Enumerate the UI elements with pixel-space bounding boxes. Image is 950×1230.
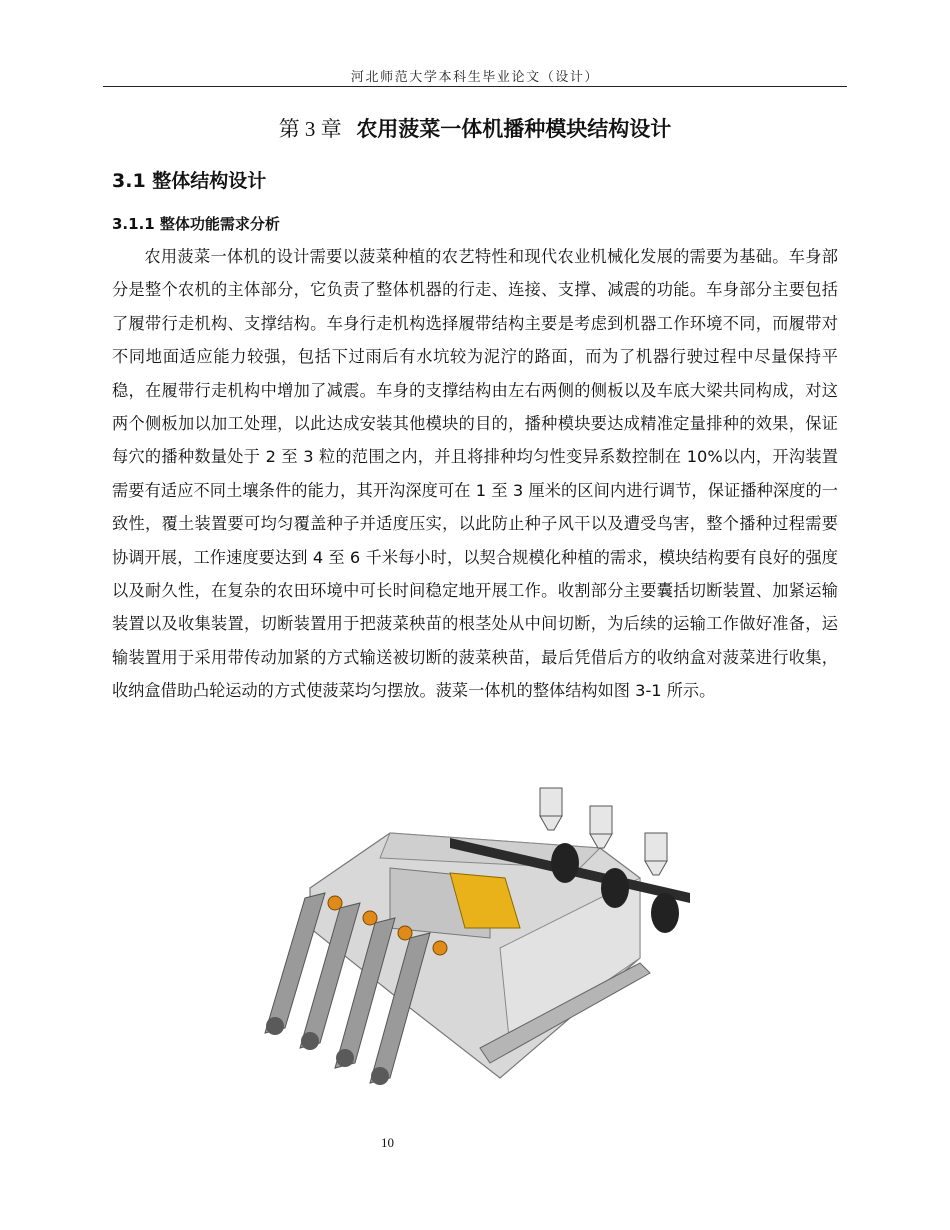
chapter-number: 第 3 章 [278,117,342,141]
chapter-title [0,113,950,143]
machine-figure [240,778,710,1118]
header-rule [103,86,847,87]
section-heading: 3.1 整体结构设计 [112,170,267,192]
page-number: 10 [381,1135,394,1150]
subsection-heading: 3.1.1 整体功能需求分析 [112,215,280,233]
chapter-title-text: 农用菠菜一体机播种模块结构设计 [356,117,672,141]
body-paragraph: 农用菠菜一体机的设计需要以菠菜种植的农艺特性和现代农业机械化发展的需要为基础。车身部分是整个农机的主体部分，它负责了整体机器的行走、连接、支撑、减震的功能。车身部分主要包括了履带行走机构、支撑结构。车身行走机构选择履带结构主要是考虑到机器工作环境不同，而履带对不同地面适应能力较强，包括下过雨后有水坑较为泥泞的路面，而为了机器行驶过程中尽量保持平稳，在履带行走机构中增加了减震。车身的支撑结构由左右两侧的侧板以及车底大梁共同构成，对这两个侧板加以加工处理，以此达成安装其他模块的目的，播种模块要达成精准定量排种的效果，保证每穴的播种数量处于 2 至 3 粒的范围之内，并且将排种均匀性变异系数控制在 10%以内，开沟装置需要有适应不同土壤条件的能力，其开沟深度可在 1 至 3 厘米的区间内进行调节，保证播种深度的一致性，覆土装置要可均匀覆盖种子并适度压实，以此防止种子风干以及遭受鸟害，整个播种过程需要协调开展，工作速度要达到 4 至 6 千米每小时，以契合规模化种植的需求，模块结构要有良好的强度以及耐久性，在复杂的农田环境中可长时间稳定地开展工作。收割部分主要囊括切断装置、加紧运输装置以及收集装置，切断装置用于把菠菜秧苗的根茎处从中间切断，为后续的运输工作做好准备，运输装置用于采用带传动加紧的方式输送被切断的菠菜秧苗，最后凭借后方的收纳盒对菠菜进行收集，收纳盒借助凸轮运动的方式使菠菜均匀摆放。菠菜一体机的整体结构如图 3-1 所示。 [112,247,838,701]
running-header: 河北师范大学本科生毕业论文（设计） [350,70,600,85]
